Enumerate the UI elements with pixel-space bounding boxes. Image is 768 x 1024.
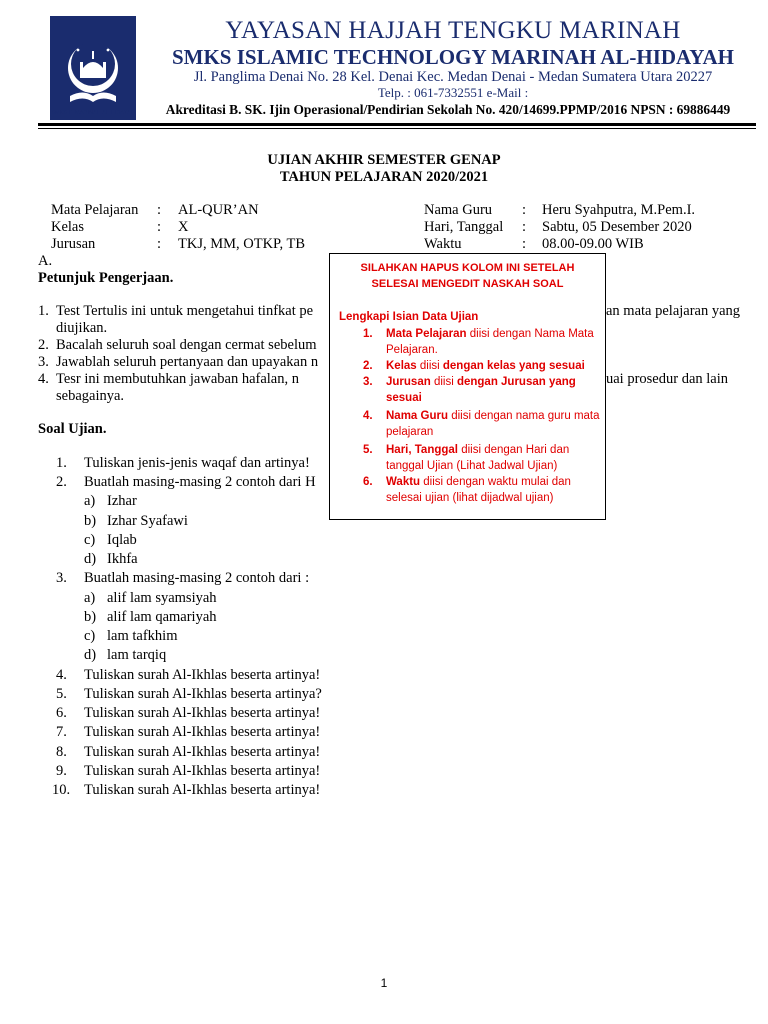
note-item-num: 3. — [363, 376, 373, 388]
info-sep: : — [522, 202, 527, 218]
page-number: 1 — [380, 976, 388, 990]
question-num: 7. — [56, 724, 67, 740]
question-num: 5. — [56, 686, 67, 702]
note-item-num: 2. — [363, 360, 373, 372]
note-item-key: Kelas — [386, 360, 417, 372]
sub-text: Iqlab — [107, 532, 137, 548]
sub-num: d) — [84, 647, 97, 663]
instruction-num: 3. — [38, 354, 49, 370]
note-item — [339, 442, 601, 474]
instructions-heading: Petunjuk Pengerjaan. — [38, 270, 174, 286]
info-label: Mata Pelajaran — [51, 202, 139, 218]
question-text: Tuliskan surah Al-Ikhlas beserta artinya! — [84, 763, 321, 779]
sub-text: alif lam qamariyah — [107, 609, 217, 625]
question-num: 2. — [56, 474, 67, 490]
question-text: Buatlah masing-masing 2 contoh dari : — [84, 570, 310, 586]
editor-note-box — [329, 253, 606, 520]
note-item-key: dengan Jurusan yang sesuai — [386, 376, 576, 404]
info-value-date: Sabtu, 05 Desember 2020 — [542, 219, 692, 235]
note-item-text: diisi — [416, 360, 443, 372]
school-logo — [50, 16, 136, 120]
question-num: 4. — [56, 667, 67, 683]
exam-title: UJIAN AKHIR SEMESTER GENAP — [267, 152, 501, 168]
note-item-key: Nama Guru — [386, 410, 448, 422]
instruction-num: 1. — [38, 303, 49, 319]
question-num: 10. — [52, 782, 71, 798]
question-num: 8. — [56, 744, 67, 760]
sub-text: Ikhfa — [107, 551, 138, 567]
info-label: Jurusan — [51, 236, 96, 252]
note-item-num: 6. — [363, 476, 373, 488]
instruction-text: Tesr ini membutuhkan jawaban hafalan, n — [56, 371, 299, 387]
instruction-num: 2. — [38, 337, 49, 353]
sub-text: Izhar Syafawi — [107, 513, 188, 529]
instruction-text: diujikan. — [56, 320, 108, 336]
info-value-major: TKJ, MM, OTKP, TB — [178, 236, 306, 252]
foundation-name: YAYASAN HAJJAH TENGKU MARINAH — [225, 17, 681, 44]
accreditation-line: Akreditasi B. SK. Ijin Operasional/Pendirian Sekolah No. 420/14699.PPMP/2016 NPSN : 69886449 — [165, 102, 731, 117]
info-label: Kelas — [51, 219, 85, 235]
info-label: Hari, Tanggal — [424, 219, 504, 235]
note-item-text: diisi dengan Hari dan tanggal Ujian (Lihat Jadwal Ujian) — [386, 444, 570, 472]
question-text: Tuliskan surah Al-Ikhlas beserta artinya! — [84, 724, 321, 740]
question-text: Tuliskan surah Al-Ikhlas beserta artinya? — [84, 686, 322, 702]
note-item-num: 5. — [363, 444, 373, 456]
instruction-text: sebagainya. — [56, 388, 125, 404]
info-sep: : — [157, 236, 162, 252]
school-contact: Telp. : 061-7332551 e-Mail : — [377, 85, 529, 100]
note-item — [339, 358, 601, 374]
note-heading: SILAHKAN HAPUS KOLOM INI SETELAH — [360, 262, 575, 274]
note-item-text: diisi dengan waktu mulai dan selesai ujian (lihat dijadwal ujian) — [386, 476, 571, 504]
instruction-text: Test Tertulis ini untuk mengetahui tinfkat pe — [56, 303, 314, 319]
sub-num: c) — [84, 628, 96, 644]
info-sep: : — [157, 202, 162, 218]
sub-num: d) — [84, 551, 97, 567]
note-item-key: dengan kelas yang sesuai — [442, 360, 585, 372]
note-item-text: diisi dengan Nama Mata Pelajaran. — [386, 328, 594, 356]
note-item-key: Jurusan — [386, 376, 431, 388]
note-item — [339, 326, 601, 358]
instruction-text: Bacalah seluruh soal dengan cermat sebelum — [56, 337, 317, 353]
sub-num: b) — [84, 513, 97, 529]
info-value-subject: AL-QUR’AN — [178, 202, 259, 218]
info-sep: : — [522, 219, 527, 235]
note-item-text: diisi dengan nama guru mata pelajaran — [386, 410, 600, 438]
school-address: Jl. Panglima Denai No. 28 Kel. Denai Kec. Medan Denai - Medan Sumatera Utara 20227 — [193, 69, 713, 85]
sub-num: a) — [84, 590, 96, 606]
question-num: 6. — [56, 705, 67, 721]
info-label: Nama Guru — [424, 202, 493, 218]
note-list — [339, 326, 601, 506]
school-name: SMKS ISLAMIC TECHNOLOGY MARINAH AL-HIDAYAH — [171, 45, 735, 69]
info-sep: : — [157, 219, 162, 235]
sub-text: lam tarqiq — [107, 647, 167, 663]
info-sep: : — [522, 236, 527, 252]
note-item-num: 4. — [363, 410, 373, 422]
question-text: Tuliskan surah Al-Ikhlas beserta artinya! — [84, 705, 321, 721]
question-text: Tuliskan surah Al-Ikhlas beserta artinya! — [84, 667, 321, 683]
question-text: Tuliskan jenis-jenis waqaf dan artinya! — [84, 455, 310, 471]
question-text: Tuliskan surah Al-Ikhlas beserta artinya! — [84, 744, 321, 760]
question-num: 3. — [56, 570, 67, 586]
note-item-key: Hari, Tanggal — [386, 444, 458, 456]
sub-text: Izhar — [107, 493, 137, 509]
note-item — [339, 474, 601, 506]
section-label: A. — [38, 253, 53, 269]
note-item-key: Mata Pelajaran — [386, 328, 467, 340]
sub-num: c) — [84, 532, 96, 548]
instruction-num: 4. — [38, 371, 49, 387]
info-value-time: 08.00-09.00 WIB — [542, 236, 644, 252]
note-item — [339, 374, 601, 406]
instruction-text: Jawablah seluruh pertanyaan dan upayakan n — [56, 354, 319, 370]
sub-text: lam tafkhim — [107, 628, 178, 644]
note-item — [339, 408, 601, 440]
question-num: 1. — [56, 455, 67, 471]
instruction-text: uai prosedur dan lain — [606, 371, 729, 387]
academic-year: TAHUN PELAJARAN 2020/2021 — [279, 169, 489, 185]
questions-heading: Soal Ujian. — [38, 421, 107, 437]
note-heading: SELESAI MENGEDIT NASKAH SOAL — [371, 278, 564, 290]
question-text: Tuliskan surah Al-Ikhlas beserta artinya! — [84, 782, 321, 798]
note-subheading: Lengkapi Isian Data Ujian — [339, 311, 479, 323]
note-item-key: Waktu — [386, 476, 421, 488]
question-text: Buatlah masing-masing 2 contoh dari H — [84, 474, 316, 490]
header-divider-thin — [38, 128, 756, 129]
sub-num: b) — [84, 609, 97, 625]
logo-caption: SMKS IT MARINAH AL-HIDAYAH — [51, 110, 135, 116]
info-label: Waktu — [424, 236, 462, 252]
note-item-text: diisi — [430, 376, 457, 388]
header-divider-thick — [38, 123, 756, 126]
question-num: 9. — [56, 763, 67, 779]
sub-text: alif lam syamsiyah — [107, 590, 217, 606]
info-value-teacher: Heru Syahputra, M.Pem.I. — [542, 202, 696, 218]
note-item-num: 1. — [363, 328, 373, 340]
info-value-class: X — [178, 219, 189, 235]
sub-num: a) — [84, 493, 96, 509]
instruction-text: an mata pelajaran yang — [606, 303, 741, 319]
